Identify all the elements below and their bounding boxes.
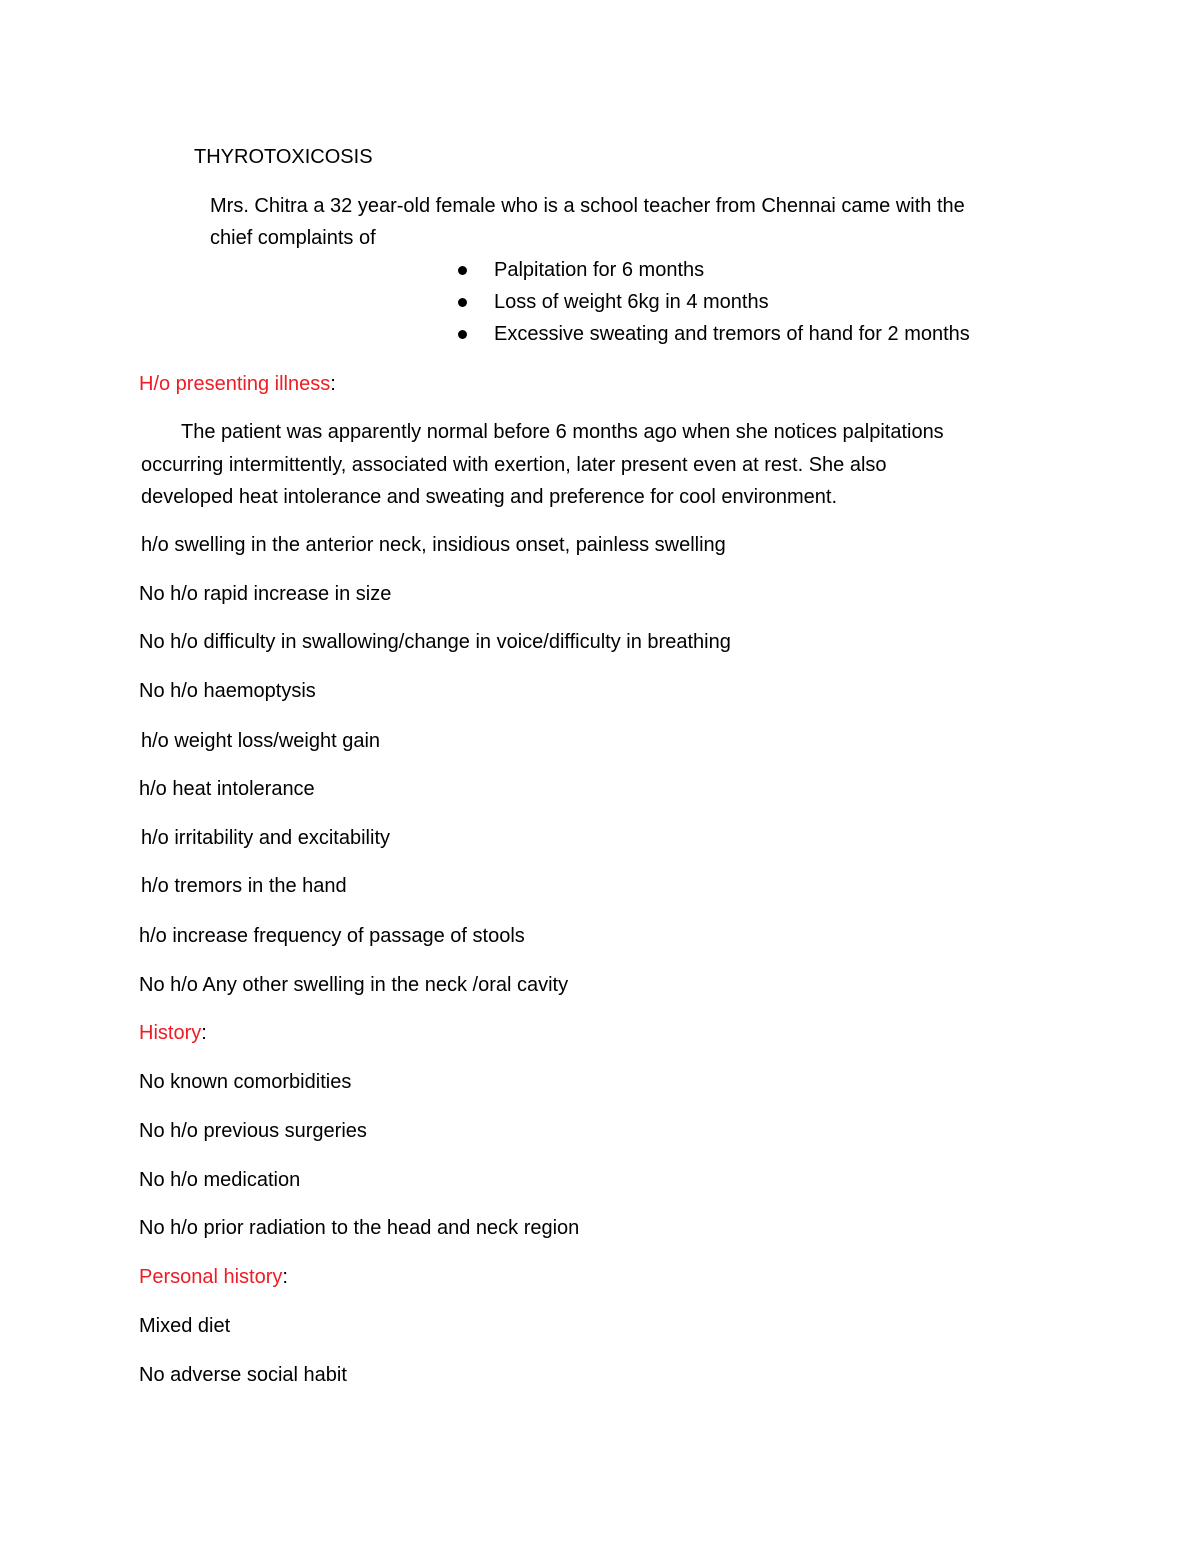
complaint-text: Excessive sweating and tremors of hand for 2 months [494, 323, 970, 345]
hpi-item: h/o irritability and excitability [141, 827, 390, 849]
bullet-icon [458, 330, 467, 339]
hpi-paragraph-line-1: The patient was apparently normal before 6 months ago when she notices palpitations [181, 421, 944, 443]
history-heading-text: History [139, 1022, 202, 1044]
history-heading-colon: : [201, 1022, 207, 1044]
hpi-paragraph-line-2: occurring intermittently, associated with exertion, later present even at rest. She also [141, 454, 887, 476]
personal-history-heading [139, 1265, 288, 1289]
history-heading [139, 1021, 207, 1045]
intro-line-2: chief complaints of [210, 227, 376, 249]
hpi-paragraph-line-3: developed heat intolerance and sweating and preference for cool environment. [141, 486, 838, 508]
hpi-heading-colon: : [330, 373, 336, 395]
hpi-heading-text: H/o presenting illness [139, 373, 331, 395]
hpi-item: No h/o Any other swelling in the neck /oral cavity [139, 974, 569, 996]
hpi-item: h/o increase frequency of passage of stools [139, 925, 525, 947]
document-title: THYROTOXICOSIS [194, 146, 373, 168]
personal-history-item: No adverse social habit [139, 1364, 347, 1386]
hpi-item: h/o heat intolerance [139, 778, 315, 800]
history-item: No h/o prior radiation to the head and neck region [139, 1217, 580, 1239]
bullet-icon [458, 266, 467, 275]
hpi-item: h/o swelling in the anterior neck, insidious onset, painless swelling [141, 534, 726, 556]
complaint-text: Loss of weight 6kg in 4 months [494, 291, 769, 313]
complaint-text: Palpitation for 6 months [494, 259, 705, 281]
hpi-item: No h/o haemoptysis [139, 680, 316, 702]
personal-history-heading-colon: : [282, 1266, 288, 1288]
hpi-item: h/o tremors in the hand [141, 875, 347, 897]
hpi-item: h/o weight loss/weight gain [141, 730, 381, 752]
bullet-icon [458, 298, 467, 307]
hpi-item: No h/o difficulty in swallowing/change in voice/difficulty in breathing [139, 631, 731, 653]
history-item: No known comorbidities [139, 1071, 352, 1093]
intro-line-1: Mrs. Chitra a 32 year-old female who is a school teacher from Chennai came with the [210, 195, 965, 217]
personal-history-heading-text: Personal history [139, 1266, 283, 1288]
history-item: No h/o medication [139, 1169, 301, 1191]
history-item: No h/o previous surgeries [139, 1120, 367, 1142]
hpi-heading [139, 372, 336, 396]
hpi-item: No h/o rapid increase in size [139, 583, 392, 605]
personal-history-item: Mixed diet [139, 1315, 231, 1337]
